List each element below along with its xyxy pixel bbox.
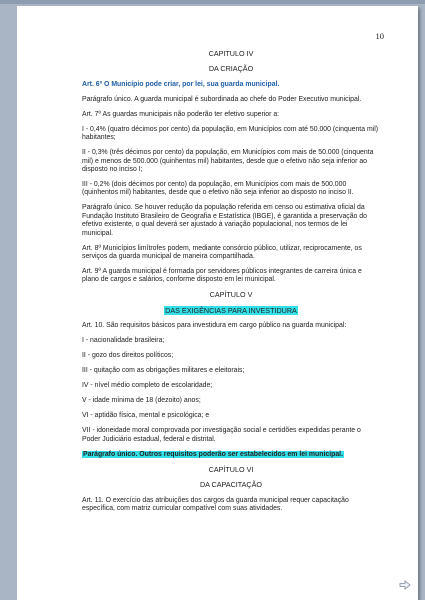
chapter-5-subheading <box>82 307 380 315</box>
article-10-inciso-4: IV - nível médio completo de escolaridade; <box>82 382 213 390</box>
article-9: Art. 9º A guarda municipal é formada por servidores públicos integrantes de carreira única e plano de cargos e salários, conforme disposto em lei municipal. <box>82 268 362 284</box>
article-7-inciso-2: II - 0,3% (três décimos por cento) da população, em Municípios com mais de 50.000 (cinquenta mil) e menos de 500.000 (quinhentos mil) habitantes, desde que o efetivo não seja inferior ao disposto no inciso I; <box>82 149 374 174</box>
chapter-6-subheading: DA CAPACITAÇÃO <box>199 480 263 490</box>
article-10: Art. 10. São requisitos básicos para investidura em cargo público na guarda municipal: <box>82 322 347 330</box>
article-7: Art. 7º As guardas municipais não poderão ter efetivo superior a: <box>82 110 280 118</box>
highlighted-heading: DAS EXIGÊNCIAS PARA INVESTIDURA <box>165 305 297 315</box>
paragraph-single: Parágrafo único. A guarda municipal é subordinada ao chefe do Poder Executivo municipal. <box>82 95 362 103</box>
page-content <box>82 50 380 520</box>
chapter-6-heading: CAPÍTULO VI <box>208 464 254 474</box>
next-page-arrow-icon[interactable] <box>399 580 411 590</box>
chapter-subheading: DA CRIAÇÃO <box>208 64 254 74</box>
article-11: Art. 11. O exercício das atribuições dos cargos da guarda municipal requer capacitação específica, com matriz curricular compatível com suas atividades. <box>82 496 349 512</box>
viewer-toolbar-strip <box>0 0 425 4</box>
article-10-inciso-7: VII - idoneidade moral comprovada por investigação social e certidões expedidas perante o Poder Judiciário estadual, federal e distrital. <box>82 427 361 443</box>
article-10-inciso-1: I - nacionalidade brasileira; <box>82 337 165 345</box>
article-7-inciso-1: I - 0,4% (quatro décimos por cento) da população, em Municípios com até 50.000 (cinquenta mil) habitantes; <box>82 125 379 142</box>
chapter-5-heading: CAPÍTULO V <box>209 290 253 300</box>
article-10-inciso-5: V - idade mínima de 18 (dezoito) anos; <box>82 397 201 405</box>
article-7-paragraph: Parágrafo único. Se houver redução da população referida em censo ou estimativa oficial da Fundação Instituto Brasileiro de Geografia e Estatística (IBGE), é garantida a preservação do efetivo existente, o qual deverá ser ajustado à variação populacional, nos termos de lei municipal. <box>82 204 367 237</box>
highlighted-paragraph: Parágrafo único. Outros requisitos poderão ser estabelecidos em lei municipal. <box>83 450 344 458</box>
article-10-inciso-6: VI - aptidão física, mental e psicológica; e <box>82 412 210 420</box>
article-10-inciso-2: II - gozo dos direitos políticos; <box>82 352 174 360</box>
page-number: 10 <box>375 31 384 41</box>
article-6: Art. 6º O Município pode criar, por lei, sua guarda municipal. <box>82 80 280 88</box>
document-page <box>17 6 418 600</box>
article-7-inciso-3: III - 0,2% (dois décimos por cento) da população, em Municípios com mais de 500.000 (quinhentos mil) habitantes, desde que o efetivo não seja inferior ao disposto no inciso II. <box>82 181 354 197</box>
chapter-heading: CAPITULO IV <box>208 49 254 58</box>
article-10-inciso-3: III - quitação com as obrigações militares e eleitorais; <box>82 367 245 375</box>
article-10-paragraph <box>82 451 380 459</box>
article-8: Art. 8º Municípios limítrofes podem, mediante consórcio público, utilizar, reciprocamente, os serviços da guarda municipal de maneira compartilhada. <box>82 244 362 261</box>
